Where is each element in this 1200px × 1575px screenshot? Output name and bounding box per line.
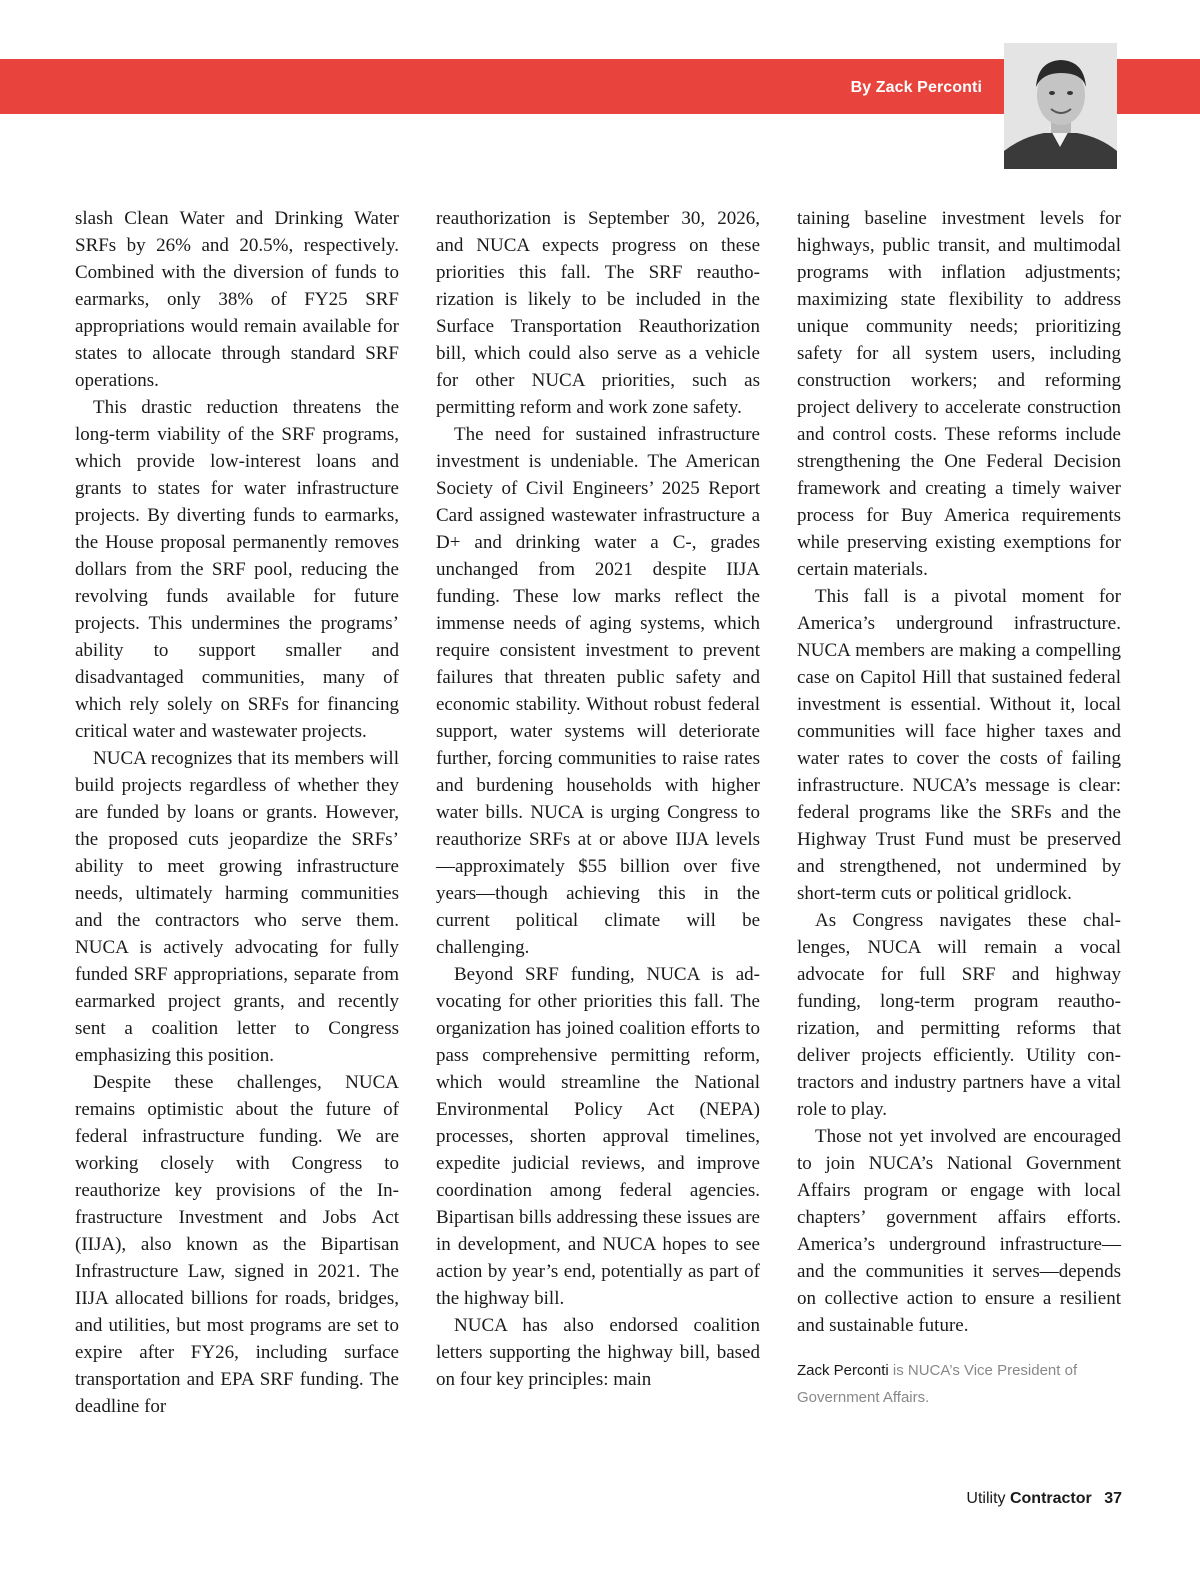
paragraph: As Congress navigates these challenges, NUCA will remain a vocal advocate for full SRF and highway funding, long-term program reauthorization, and permitting reforms that deliver projects efficiently. Utility contractors and industry partners have a vital role to play. — [797, 910, 1121, 1120]
paragraph: Beyond SRF funding, NUCA is advocating for other priorities this fall. The organization has joined coalition efforts to pass comprehensive permitting reform, which would streamline the National Environmental Policy Act (NEPA) processes, shorten approval timelines, expedite judicial reviews, and improve coordination among federal agencies. Bipartisan bills addressing these issues are in development, and NUCA hopes to see action by year’s end, potentially as part of the highway bill. — [436, 964, 760, 1309]
article-column-3 — [797, 205, 1121, 1411]
author-byline: By Zack Perconti — [850, 79, 982, 96]
magazine-name-bold: Contractor — [1009, 1490, 1092, 1507]
paragraph: This fall is a pivotal moment for America’s underground infrastructure. NUCA members are making a compelling case on Capitol Hill that sustained federal investment is essential. Without it, local communities will face higher taxes and water rates to cover the costs of failing infrastructure. NUCA’s message is clear: federal programs like the SRFs and the Highway Trust Fund must be preserved and strengthened, not undermined by short-term cuts or political gridlock. — [797, 586, 1121, 904]
author-bio-text: is NUCA’s Vice President of Government Affairs. — [797, 1362, 1078, 1406]
article-column-2 — [436, 205, 760, 1393]
paragraph: slash Clean Water and Drinking Water SRFs by 26% and 20.5%, respectively. Combined with the diversion of funds to earmarks, only 38% of FY25 SRF appropriations would remain available for states to allocate through standard SRF operations. — [75, 208, 399, 391]
author-bio-name: Zack Perconti — [797, 1362, 889, 1379]
author-bio — [797, 1357, 1121, 1411]
paragraph: Despite these challenges, NUCA remains optimistic about the future of federal infrastructure funding. We are working closely with Congress to reauthorize key provisions of the Infrastructure Investment and Jobs Act (IIJA), also known as the Bipartisan Infrastructure Law, signed in 2021. The IIJA allocated billions for roads, bridges, and utilities, but most programs are set to expire after FY26, including surface transportation and EPA SRF funding. The deadline for — [75, 1072, 399, 1417]
article-column-1 — [75, 205, 399, 1420]
author-photo — [1004, 43, 1117, 169]
paragraph: taining baseline investment levels for highways, public transit, and multimodal programs with inflation adjustments; maximizing state flexibility to address unique community needs; prioritizing safety for all system users, including construction workers; and reforming project delivery to accelerate construction and control costs. These reforms include strengthening the One Federal Decision framework and creating a timely waiver process for Buy America requirements while preserving existing exemptions for certain materials. — [797, 208, 1121, 580]
paragraph: reauthorization is September 30, 2026, and NUCA expects progress on these priorities this fall. The SRF reauthorization is likely to be included in the Surface Transportation Reauthorization bill, which could also serve as a vehicle for other NUCA priorities, such as permitting reform and work zone safety. — [436, 208, 760, 418]
paragraph: Those not yet involved are encouraged to join NUCA’s National Government Affairs program or engage with local chapters’ government affairs efforts. America’s underground infrastructure—and the communities it serves—depends on collective action to ensure a resilient and sustainable future. — [797, 1126, 1121, 1336]
page-number: 37 — [1104, 1490, 1122, 1507]
page-footer — [966, 1490, 1122, 1508]
paragraph: NUCA recognizes that its members will build projects regardless of whether they are funded by loans or grants. However, the proposed cuts jeopardize the SRFs’ ability to meet growing infrastructure needs, ultimately harming communities and the contractors who serve them. NUCA is actively advocating for fully funded SRF appropriations, separate from earmarked project grants, and recently sent a coalition letter to Congress emphasizing this position. — [75, 748, 399, 1066]
paragraph: The need for sustained infrastructure investment is undeniable. The American Society of Civil Engineers’ 2025 Report Card assigned wastewater infrastructure a D+ and drinking water a C-, grades unchanged from 2021 despite IIJA funding. These low marks reflect the immense needs of aging systems, which require consistent investment to prevent failures that threaten public safety and economic stability. Without robust federal support, water systems will deteriorate further, forcing communities to raise rates and burdening households with higher water bills. NUCA is urging Congress to reauthorize SRFs at or above IIJA levels—approximately $55 billion over five years—though achieving this in the current political climate will be challenging. — [436, 424, 760, 958]
paragraph: This drastic reduction threatens the long-term viability of the SRF programs, which provide low-interest loans and grants to states for water infrastructure projects. By diverting funds to earmarks, the House proposal permanently removes dollars from the SRF pool, reducing the revolving funds available for future projects. This undermines the programs’ ability to support smaller and disadvantaged communities, many of which rely solely on SRFs for financing critical water and wastewater projects. — [75, 397, 399, 742]
magazine-name-light: Utility — [966, 1490, 1006, 1507]
paragraph: NUCA has also endorsed coalition letters supporting the highway bill, based on four key principles: main — [436, 1315, 760, 1390]
